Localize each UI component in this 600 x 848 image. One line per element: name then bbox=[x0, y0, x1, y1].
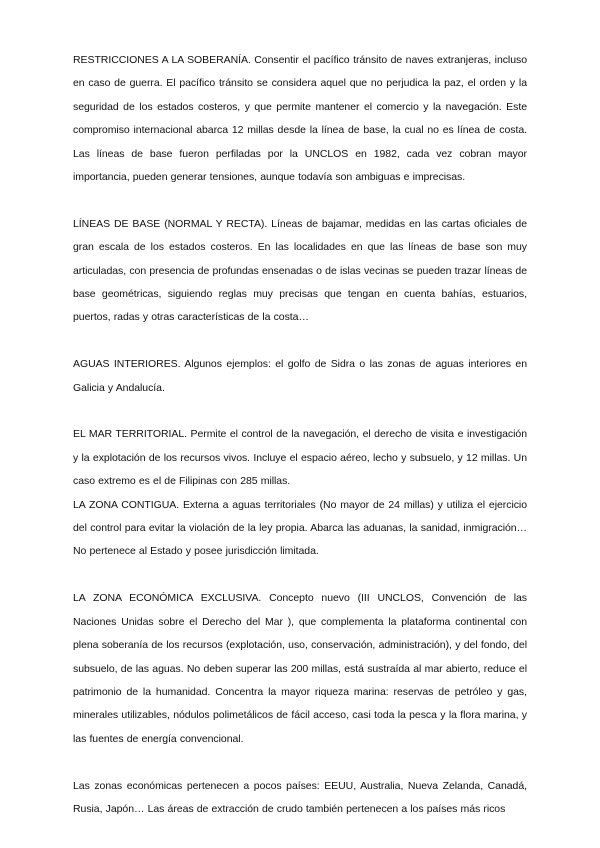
paragraph-mar-territorial: EL MAR TERRITORIAL. Permite el control de la navegación, el derecho de visita e investigación y la explotación de los recursos vivos. Incluye el espacio aéreo, lecho y subsuelo, y 12 millas. Un caso extremo es el de Filipinas con 285 millas. bbox=[73, 428, 527, 488]
document-page bbox=[73, 49, 527, 821]
paragraph-zonas-economicas-paises: Las zonas económicas pertenecen a pocos países: EEUU, Australia, Nueva Zelanda, Canadá, Rusia, Japón… Las áreas de extracción de crudo también pertenecen a los países más ricos bbox=[73, 779, 527, 815]
paragraph-zona-economica-exclusiva: LA ZONA ECONÓMICA EXCLUSIVA. Concepto nuevo (III UNCLOS, Convención de las Naciones Unidas sobre el Derecho del Mar ), que complementa la plataforma continental con plena soberanía de los recursos (explotación, uso, conservación, administración), y del fondo, del subsuelo, de las aguas. No deben superar las 200 millas, está sustraída al mar abierto, reduce el patrimonio de la humanidad. Concentra la mayor riqueza marina: reservas de petróleo y gas, minerales utilizables, nódulos polimetálicos de fácil acceso, casi toda la pesca y la flora marina, y las fuentes de energía convencional. bbox=[73, 592, 527, 745]
paragraph-spacer bbox=[73, 330, 527, 353]
paragraph-spacer bbox=[73, 751, 527, 774]
paragraph-spacer bbox=[73, 564, 527, 587]
paragraph-zona-contigua: LA ZONA CONTIGUA. Externa a aguas territoriales (No mayor de 24 millas) y utiliza el ejercicio del control para evitar la violación de la ley propia. Abarca las aduanas, la sanidad, inmigración… No pertenece al Estado y posee jurisdicción limitada. bbox=[73, 498, 527, 558]
paragraph-spacer bbox=[73, 400, 527, 423]
paragraph-spacer bbox=[73, 189, 527, 212]
paragraph-restricciones-soberania: RESTRICCIONES A LA SOBERANÍA. Consentir el pacífico tránsito de naves extranjeras, incluso en caso de guerra. El pacífico tránsito se considera aquel que no perjudica la paz, el orden y la seguridad de los estados costeros, y que permite mantener el comercio y la navegación. Este compromiso internacional abarca 12 millas desde la línea de base, la cual no es línea de costa. Las líneas de base fueron perfiladas por la UNCLOS en 1982, cada vez cobran mayor importancia, pueden generar tensiones, aunque todavía son ambiguas e imprecisas. bbox=[73, 54, 527, 184]
paragraph-aguas-interiores: AGUAS INTERIORES. Algunos ejemplos: el golfo de Sidra o las zonas de aguas interiores en Galicia y Andalucía. bbox=[73, 358, 527, 394]
paragraph-lineas-de-base: LÍNEAS DE BASE (NORMAL Y RECTA). Líneas de bajamar, medidas en las cartas oficiales de gran escala de los estados costeros. En las localidades en que las líneas de base son muy articuladas, con presencia de profundas ensenadas o de islas vecinas se pueden trazar líneas de base geométricas, siguiendo reglas muy precisas que tengan en cuenta bahías, estuarios, puertos, radas y otras características de la costa… bbox=[73, 217, 527, 324]
